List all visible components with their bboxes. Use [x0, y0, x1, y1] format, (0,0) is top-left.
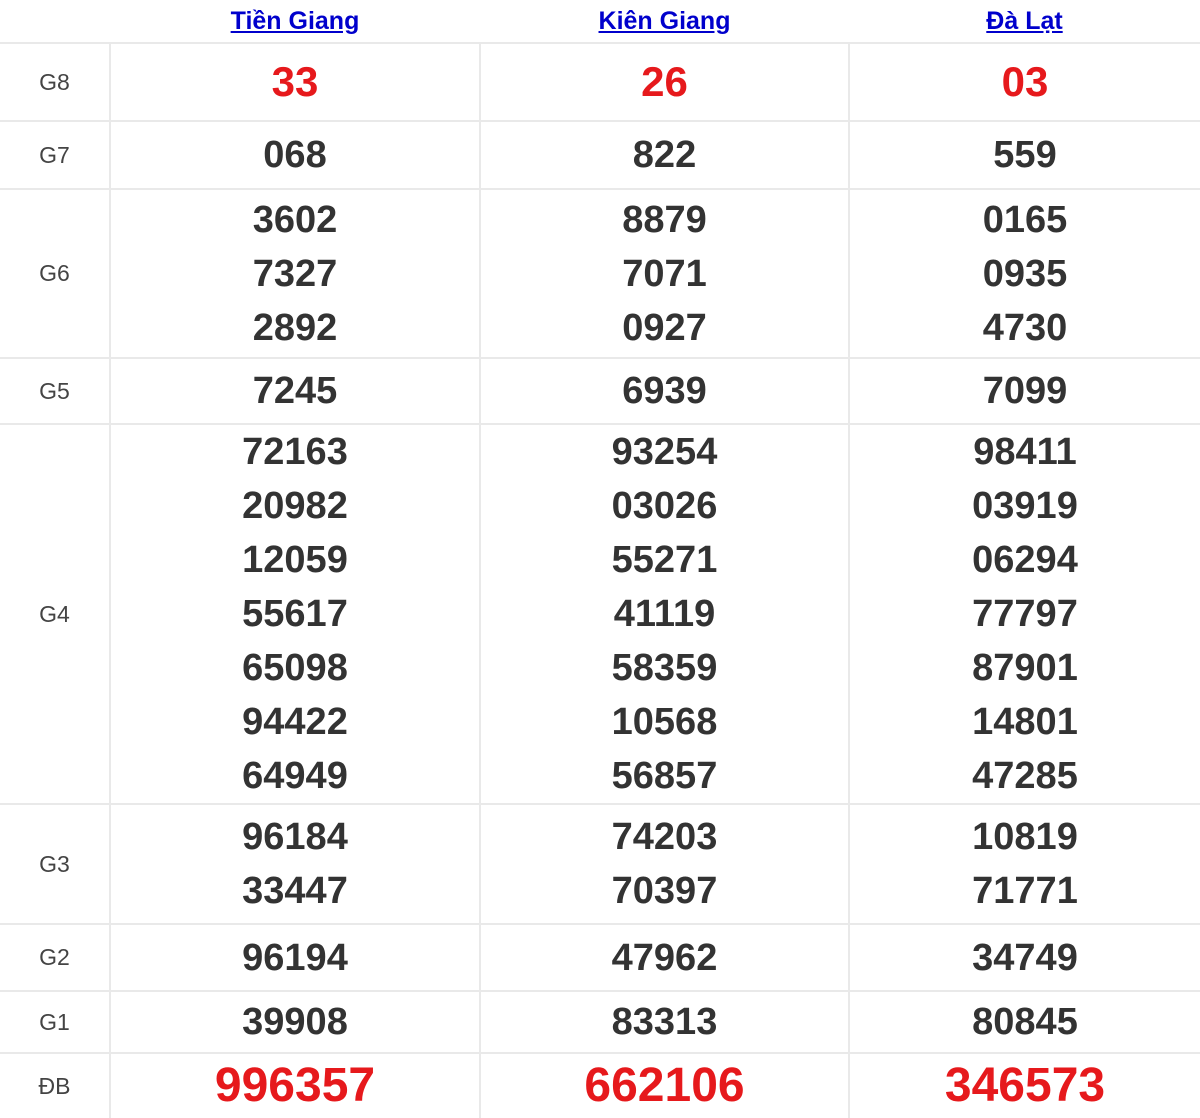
result-number: 72163: [242, 431, 348, 473]
result-number: 94422: [242, 701, 348, 743]
result-number: 7099: [982, 370, 1068, 412]
result-number: 10819: [972, 816, 1078, 858]
result-number: 64949: [242, 755, 348, 797]
header-cell-kien-giang: [480, 0, 849, 43]
result-cell: [480, 804, 849, 924]
prize-label: G6: [0, 189, 110, 358]
result-number: 0165: [982, 198, 1068, 241]
result-number: 4730: [982, 306, 1068, 349]
result-number: 56857: [611, 755, 718, 797]
prize-label: G7: [0, 121, 110, 189]
prize-label: ĐB: [0, 1053, 110, 1118]
result-number: 74203: [611, 816, 718, 858]
result-number: 58359: [611, 647, 718, 689]
result-cell: [480, 924, 849, 991]
result-number: 6939: [622, 370, 707, 412]
result-number: 65098: [242, 647, 348, 689]
result-number: 14801: [972, 701, 1078, 743]
result-cell: [110, 424, 480, 804]
result-number: 3602: [252, 198, 338, 241]
result-number: 93254: [611, 431, 718, 473]
result-number: 03919: [972, 485, 1078, 527]
result-cell: [110, 189, 480, 358]
result-cell: [110, 43, 480, 121]
result-number: 96194: [242, 936, 348, 979]
result-number: 77797: [972, 593, 1078, 635]
prize-label: G2: [0, 924, 110, 991]
prize-row-g2: [0, 924, 1200, 991]
result-cell: [849, 804, 1200, 924]
result-cell: [480, 189, 849, 358]
result-cell: [480, 991, 849, 1053]
header-cell-tien-giang: [110, 0, 480, 43]
result-number: 7071: [622, 252, 707, 295]
result-number: 346573: [944, 1059, 1106, 1112]
prize-row-g7: [0, 121, 1200, 189]
result-number: 0935: [982, 252, 1068, 295]
result-number: 71771: [972, 870, 1078, 912]
result-number: 34749: [972, 936, 1078, 979]
result-number: 06294: [972, 539, 1078, 581]
result-cell: [480, 43, 849, 121]
prize-label: G3: [0, 804, 110, 924]
prize-label: G8: [0, 43, 110, 121]
result-number: 068: [263, 134, 327, 176]
result-cell: [110, 358, 480, 424]
result-cell: [110, 804, 480, 924]
prize-row-g4: [0, 424, 1200, 804]
prize-row-g1: [0, 991, 1200, 1053]
result-number: 47285: [972, 755, 1078, 797]
table-header: [0, 0, 1200, 43]
result-number: 03026: [611, 485, 718, 527]
prize-row-g6: [0, 189, 1200, 358]
result-number: 80845: [972, 1001, 1078, 1043]
result-number: 0927: [622, 306, 707, 349]
result-cell: [849, 189, 1200, 358]
result-number: 83313: [611, 1001, 718, 1043]
result-number: 33: [271, 58, 319, 105]
result-number: 996357: [214, 1059, 376, 1112]
result-number: 26: [641, 58, 688, 105]
result-number: 41119: [613, 593, 716, 635]
result-cell: [849, 1053, 1200, 1118]
result-number: 55617: [242, 593, 348, 635]
prize-row-g8: [0, 43, 1200, 121]
result-cell: [480, 1053, 849, 1118]
prize-row-g5: [0, 358, 1200, 424]
prize-label: G5: [0, 358, 110, 424]
result-cell: [849, 924, 1200, 991]
result-cell: [110, 121, 480, 189]
prize-label: G4: [0, 424, 110, 804]
result-cell: [480, 358, 849, 424]
result-cell: [849, 43, 1200, 121]
result-number: 98411: [973, 431, 1077, 473]
result-number: 822: [632, 134, 697, 176]
result-number: 96184: [242, 816, 348, 858]
result-number: 559: [993, 134, 1057, 176]
result-number: 12059: [242, 539, 348, 581]
result-cell: [480, 424, 849, 804]
result-cell: [849, 121, 1200, 189]
result-number: 39908: [242, 1001, 348, 1043]
result-number: 87901: [972, 647, 1078, 689]
result-number: 8879: [622, 198, 707, 241]
result-number: 20982: [242, 485, 348, 527]
prize-label: G1: [0, 991, 110, 1053]
result-cell: [110, 1053, 480, 1118]
result-number: 70397: [611, 870, 718, 912]
table-body: [0, 43, 1200, 1118]
column-link-kien-giang[interactable]: Kiên Giang: [598, 6, 731, 35]
result-cell: [110, 991, 480, 1053]
result-cell: [849, 358, 1200, 424]
header-spacer: [0, 0, 110, 43]
prize-row-g3: [0, 804, 1200, 924]
column-link-da-lat[interactable]: Đà Lạt: [986, 6, 1063, 35]
result-number: 662106: [584, 1059, 745, 1112]
result-number: 47962: [611, 936, 718, 979]
result-number: 03: [1001, 58, 1049, 105]
result-number: 33447: [242, 870, 348, 912]
result-number: 10568: [611, 701, 718, 743]
header-cell-da-lat: [849, 0, 1200, 43]
result-number: 7327: [252, 252, 338, 295]
header-row: [0, 0, 1200, 43]
column-link-tien-giang[interactable]: Tiền Giang: [230, 6, 360, 35]
result-cell: [849, 991, 1200, 1053]
result-cell: [110, 924, 480, 991]
result-number: 2892: [252, 306, 338, 349]
result-number: 55271: [611, 539, 718, 581]
result-cell: [480, 121, 849, 189]
result-cell: [849, 424, 1200, 804]
prize-row-db: [0, 1053, 1200, 1118]
result-number: 7245: [252, 370, 338, 412]
